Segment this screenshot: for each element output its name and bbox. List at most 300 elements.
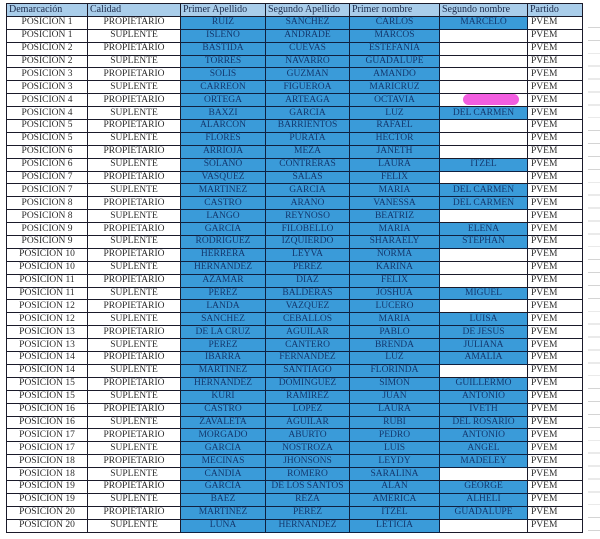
cell-primer-nombre: LUZ	[350, 107, 440, 120]
cell-demarcacion: POSICION 20	[7, 506, 88, 519]
cell-segundo-apellido: FERNANDEZ	[266, 352, 350, 365]
cell-primer-apellido: IBARRA	[181, 352, 266, 365]
header-primer-apellido: Primer Apellido	[181, 4, 266, 17]
cell-primer-apellido: ORTEGA	[181, 94, 266, 107]
cell-segundo-nombre	[440, 468, 528, 481]
table-row	[7, 145, 583, 158]
cell-primer-nombre: NORMA	[350, 248, 440, 261]
cell-calidad: PROPIETARIO	[88, 274, 181, 287]
cell-primer-nombre: SIMON	[350, 377, 440, 390]
cell-segundo-apellido: DOMINGUEZ	[266, 377, 350, 390]
header-row	[7, 4, 583, 17]
cell-demarcacion: POSICION 4	[7, 107, 88, 120]
cell-calidad: PROPIETARIO	[88, 248, 181, 261]
cell-segundo-nombre: MARCELO	[440, 16, 528, 29]
cell-partido: PVEM	[528, 16, 583, 29]
cell-calidad: PROPIETARIO	[88, 68, 181, 81]
cell-segundo-nombre: AMALIA	[440, 352, 528, 365]
table-row	[7, 68, 583, 81]
cell-demarcacion: POSICION 15	[7, 390, 88, 403]
cell-primer-apellido: CARREON	[181, 81, 266, 94]
cell-primer-apellido: CASTRO	[181, 403, 266, 416]
cell-primer-apellido: HERNANDEZ	[181, 261, 266, 274]
cell-partido: PVEM	[528, 55, 583, 68]
cell-demarcacion: POSICION 9	[7, 236, 88, 249]
cell-segundo-nombre: GEORGE	[440, 480, 528, 493]
cell-primer-nombre: JUAN	[350, 390, 440, 403]
table-row	[7, 42, 583, 55]
cell-primer-nombre: FELIX	[350, 274, 440, 287]
cell-primer-apellido: PEREZ	[181, 339, 266, 352]
cell-partido: PVEM	[528, 223, 583, 236]
cell-primer-nombre: RAFAEL	[350, 120, 440, 133]
cell-partido: PVEM	[528, 145, 583, 158]
cell-primer-nombre: BRENDA	[350, 339, 440, 352]
cell-segundo-nombre: ANTONIO	[440, 390, 528, 403]
cell-demarcacion: POSICION 7	[7, 184, 88, 197]
cell-partido: PVEM	[528, 506, 583, 519]
cell-calidad: SUPLENTE	[88, 236, 181, 249]
cell-calidad: SUPLENTE	[88, 493, 181, 506]
cell-partido: PVEM	[528, 300, 583, 313]
cell-primer-nombre: PABLO	[350, 326, 440, 339]
cell-partido: PVEM	[528, 81, 583, 94]
header-calidad: Calidad	[88, 4, 181, 17]
cell-calidad: SUPLENTE	[88, 55, 181, 68]
cell-segundo-apellido: CUEVAS	[266, 42, 350, 55]
cell-partido: PVEM	[528, 403, 583, 416]
cell-demarcacion: POSICION 8	[7, 197, 88, 210]
cell-segundo-apellido: CEBALLOS	[266, 313, 350, 326]
cell-segundo-apellido: GUZMAN	[266, 68, 350, 81]
cell-demarcacion: POSICION 16	[7, 416, 88, 429]
cell-segundo-nombre	[440, 145, 528, 158]
candidate-table-container	[6, 3, 583, 533]
table-row	[7, 184, 583, 197]
cell-segundo-apellido: PEREZ	[266, 261, 350, 274]
cell-demarcacion: POSICION 6	[7, 145, 88, 158]
cell-primer-nombre: MARCOS	[350, 29, 440, 42]
cell-segundo-apellido: IZQUIERDO	[266, 236, 350, 249]
cell-primer-apellido: MARTINEZ	[181, 364, 266, 377]
table-row	[7, 120, 583, 133]
table-row	[7, 171, 583, 184]
table-row	[7, 236, 583, 249]
cell-partido: PVEM	[528, 480, 583, 493]
cell-demarcacion: POSICION 11	[7, 287, 88, 300]
cell-partido: PVEM	[528, 261, 583, 274]
cell-primer-nombre: LETICIA	[350, 519, 440, 532]
cell-primer-nombre: AMANDO	[350, 68, 440, 81]
cell-segundo-nombre	[440, 519, 528, 532]
table-row	[7, 274, 583, 287]
cell-demarcacion: POSICION 19	[7, 480, 88, 493]
cell-partido: PVEM	[528, 94, 583, 107]
cell-demarcacion: POSICION 2	[7, 42, 88, 55]
cell-demarcacion: POSICION 8	[7, 210, 88, 223]
table-row	[7, 442, 583, 455]
table-row	[7, 55, 583, 68]
cell-primer-nombre: LUIS	[350, 442, 440, 455]
cell-primer-apellido: MECINAS	[181, 455, 266, 468]
cell-calidad: SUPLENTE	[88, 107, 181, 120]
cell-primer-apellido: MORGADO	[181, 429, 266, 442]
table-row	[7, 326, 583, 339]
cell-segundo-apellido: PURATA	[266, 132, 350, 145]
table-row	[7, 429, 583, 442]
cell-segundo-apellido: PEREZ	[266, 506, 350, 519]
cell-segundo-apellido: LEYVA	[266, 248, 350, 261]
cell-primer-apellido: LUNA	[181, 519, 266, 532]
cell-primer-nombre: MARIA	[350, 184, 440, 197]
header-segundo-nombre: Segundo nombre	[440, 4, 528, 17]
cell-partido: PVEM	[528, 236, 583, 249]
cell-partido: PVEM	[528, 171, 583, 184]
cell-segundo-nombre: GUADALUPE	[440, 506, 528, 519]
cell-calidad: SUPLENTE	[88, 29, 181, 42]
cell-segundo-nombre	[440, 210, 528, 223]
cell-partido: PVEM	[528, 442, 583, 455]
cell-primer-nombre: PEDRO	[350, 429, 440, 442]
cell-segundo-nombre: DEL CARMEN	[440, 197, 528, 210]
cell-demarcacion: POSICION 10	[7, 261, 88, 274]
cell-segundo-nombre	[440, 68, 528, 81]
cell-calidad: SUPLENTE	[88, 416, 181, 429]
cell-primer-apellido: BASTIDA	[181, 42, 266, 55]
cell-primer-apellido: BAEZ	[181, 493, 266, 506]
cell-primer-nombre: HECTOR	[350, 132, 440, 145]
cell-partido: PVEM	[528, 274, 583, 287]
cell-segundo-apellido: MEZA	[266, 145, 350, 158]
cell-demarcacion: POSICION 3	[7, 81, 88, 94]
cell-primer-nombre: OCTAVIA	[350, 94, 440, 107]
cell-segundo-nombre	[440, 300, 528, 313]
cell-primer-apellido: LANGO	[181, 210, 266, 223]
table-row	[7, 81, 583, 94]
cell-segundo-apellido: GARCIA	[266, 184, 350, 197]
cell-primer-apellido: SOLIS	[181, 68, 266, 81]
cell-primer-nombre: KARINA	[350, 261, 440, 274]
cell-partido: PVEM	[528, 42, 583, 55]
cell-calidad: PROPIETARIO	[88, 300, 181, 313]
cell-segundo-nombre: LUISA	[440, 313, 528, 326]
cell-demarcacion: POSICION 13	[7, 339, 88, 352]
cell-demarcacion: POSICION 4	[7, 94, 88, 107]
table-row	[7, 480, 583, 493]
cell-calidad: PROPIETARIO	[88, 197, 181, 210]
cell-segundo-apellido: CANTERO	[266, 339, 350, 352]
cell-primer-apellido: GARCIA	[181, 442, 266, 455]
table-row	[7, 223, 583, 236]
cell-primer-apellido: CANDIA	[181, 468, 266, 481]
cell-partido: PVEM	[528, 210, 583, 223]
cell-segundo-apellido: BARRIENTOS	[266, 120, 350, 133]
table-row	[7, 29, 583, 42]
cell-demarcacion: POSICION 1	[7, 16, 88, 29]
cell-primer-nombre: CARLOS	[350, 16, 440, 29]
cell-demarcacion: POSICION 16	[7, 403, 88, 416]
cell-calidad: SUPLENTE	[88, 210, 181, 223]
cell-segundo-apellido: AGUILAR	[266, 416, 350, 429]
cell-calidad: PROPIETARIO	[88, 16, 181, 29]
cell-partido: PVEM	[528, 158, 583, 171]
cell-segundo-nombre	[440, 120, 528, 133]
cell-demarcacion: POSICION 17	[7, 442, 88, 455]
cell-primer-apellido: SOLANO	[181, 158, 266, 171]
table-row	[7, 107, 583, 120]
cell-partido: PVEM	[528, 132, 583, 145]
cell-partido: PVEM	[528, 493, 583, 506]
cell-primer-nombre: LEYDY	[350, 455, 440, 468]
cell-demarcacion: POSICION 9	[7, 223, 88, 236]
cell-primer-nombre: VANESSA	[350, 197, 440, 210]
cell-demarcacion: POSICION 3	[7, 68, 88, 81]
cell-demarcacion: POSICION 15	[7, 377, 88, 390]
cell-segundo-apellido: BALDERAS	[266, 287, 350, 300]
cell-segundo-nombre	[440, 171, 528, 184]
cell-calidad: PROPIETARIO	[88, 403, 181, 416]
cell-partido: PVEM	[528, 68, 583, 81]
cell-segundo-apellido: ARANO	[266, 197, 350, 210]
cell-calidad: SUPLENTE	[88, 261, 181, 274]
cell-demarcacion: POSICION 10	[7, 248, 88, 261]
cell-primer-apellido: RUIZ	[181, 16, 266, 29]
cell-segundo-nombre: ANGEL	[440, 442, 528, 455]
cell-demarcacion: POSICION 5	[7, 132, 88, 145]
cell-segundo-nombre: MIGUEL	[440, 287, 528, 300]
cell-primer-nombre: ITZEL	[350, 506, 440, 519]
cell-calidad: SUPLENTE	[88, 132, 181, 145]
table-row	[7, 197, 583, 210]
cell-partido: PVEM	[528, 120, 583, 133]
cell-primer-nombre: RUBI	[350, 416, 440, 429]
cell-calidad: SUPLENTE	[88, 468, 181, 481]
cell-segundo-apellido: ABURTO	[266, 429, 350, 442]
cell-primer-nombre: BEATRIZ	[350, 210, 440, 223]
cell-segundo-apellido: NOSTROZA	[266, 442, 350, 455]
cell-segundo-nombre	[440, 248, 528, 261]
cell-demarcacion: POSICION 11	[7, 274, 88, 287]
cell-segundo-nombre: ELENA	[440, 223, 528, 236]
cell-demarcacion: POSICION 17	[7, 429, 88, 442]
cell-calidad: SUPLENTE	[88, 184, 181, 197]
cell-partido: PVEM	[528, 197, 583, 210]
cell-calidad: SUPLENTE	[88, 158, 181, 171]
table-row	[7, 416, 583, 429]
cell-partido: PVEM	[528, 287, 583, 300]
table-row	[7, 506, 583, 519]
cell-demarcacion: POSICION 12	[7, 300, 88, 313]
cell-primer-nombre: LAURA	[350, 403, 440, 416]
cell-segundo-nombre	[440, 364, 528, 377]
cell-partido: PVEM	[528, 184, 583, 197]
cell-calidad: PROPIETARIO	[88, 326, 181, 339]
table-row	[7, 493, 583, 506]
table-row	[7, 403, 583, 416]
cell-segundo-apellido: FIGUEROA	[266, 81, 350, 94]
cell-segundo-apellido: SANCHEZ	[266, 16, 350, 29]
cell-primer-nombre: ESTEFANIA	[350, 42, 440, 55]
cell-primer-apellido: VASQUEZ	[181, 171, 266, 184]
cell-demarcacion: POSICION 7	[7, 171, 88, 184]
table-row	[7, 287, 583, 300]
cell-primer-apellido: AZAMAR	[181, 274, 266, 287]
cell-segundo-apellido: SALAS	[266, 171, 350, 184]
cell-segundo-apellido: HERNANDEZ	[266, 519, 350, 532]
cell-segundo-nombre	[440, 29, 528, 42]
cell-segundo-nombre: ALHELI	[440, 493, 528, 506]
cell-segundo-apellido: REYNOSO	[266, 210, 350, 223]
cell-calidad: PROPIETARIO	[88, 429, 181, 442]
cell-segundo-nombre: DEL CARMEN	[440, 107, 528, 120]
cell-segundo-apellido: ROMERO	[266, 468, 350, 481]
header-segundo-apellido: Segundo Apellido	[266, 4, 350, 17]
cell-calidad: SUPLENTE	[88, 519, 181, 532]
cell-partido: PVEM	[528, 519, 583, 532]
cell-primer-nombre: FLORINDA	[350, 364, 440, 377]
cell-demarcacion: POSICION 14	[7, 352, 88, 365]
cell-calidad: PROPIETARIO	[88, 145, 181, 158]
cell-demarcacion: POSICION 18	[7, 468, 88, 481]
cell-primer-apellido: DE LA CRUZ	[181, 326, 266, 339]
cell-segundo-nombre: IVETH	[440, 403, 528, 416]
header-demarcacion: Demarcación	[7, 4, 88, 17]
cell-demarcacion: POSICION 6	[7, 158, 88, 171]
cell-primer-nombre: SHARAELY	[350, 236, 440, 249]
table-row	[7, 261, 583, 274]
cell-demarcacion: POSICION 2	[7, 55, 88, 68]
cell-calidad: PROPIETARIO	[88, 377, 181, 390]
cell-segundo-apellido: RAMIREZ	[266, 390, 350, 403]
table-row	[7, 352, 583, 365]
cell-calidad: PROPIETARIO	[88, 42, 181, 55]
cell-segundo-apellido: DE LOS SANTOS	[266, 480, 350, 493]
cell-calidad: SUPLENTE	[88, 287, 181, 300]
cell-primer-apellido: TORRES	[181, 55, 266, 68]
cell-partido: PVEM	[528, 313, 583, 326]
cell-primer-nombre: SARALINA	[350, 468, 440, 481]
table-row	[7, 339, 583, 352]
table-row	[7, 248, 583, 261]
table-row	[7, 210, 583, 223]
cell-segundo-apellido: REZA	[266, 493, 350, 506]
cell-calidad: SUPLENTE	[88, 442, 181, 455]
cell-partido: PVEM	[528, 468, 583, 481]
table-row	[7, 158, 583, 171]
table-row	[7, 364, 583, 377]
cell-primer-nombre: MARICRUZ	[350, 81, 440, 94]
cell-primer-nombre: JANETH	[350, 145, 440, 158]
cell-calidad: PROPIETARIO	[88, 352, 181, 365]
cell-segundo-nombre: ANTONIO	[440, 429, 528, 442]
cell-segundo-apellido: AGUILAR	[266, 326, 350, 339]
cell-segundo-nombre	[440, 55, 528, 68]
cell-calidad: PROPIETARIO	[88, 455, 181, 468]
cell-segundo-nombre	[440, 42, 528, 55]
cell-segundo-apellido: VAZQUEZ	[266, 300, 350, 313]
cell-primer-apellido: HERNANDEZ	[181, 377, 266, 390]
cell-primer-apellido: HERRERA	[181, 248, 266, 261]
cell-partido: PVEM	[528, 429, 583, 442]
cell-primer-apellido: CASTRO	[181, 197, 266, 210]
candidate-table	[6, 3, 583, 533]
cell-partido: PVEM	[528, 248, 583, 261]
cell-primer-apellido: MARTINEZ	[181, 506, 266, 519]
cell-calidad: PROPIETARIO	[88, 223, 181, 236]
cell-primer-nombre: GUADALUPE	[350, 55, 440, 68]
cell-partido: PVEM	[528, 29, 583, 42]
header-partido: Partido	[528, 4, 583, 17]
cell-segundo-nombre: STEPHAN	[440, 236, 528, 249]
cell-partido: PVEM	[528, 455, 583, 468]
cell-demarcacion: POSICION 5	[7, 120, 88, 133]
cell-primer-apellido: ZAVALETA	[181, 416, 266, 429]
cell-segundo-nombre: DE JESUS	[440, 326, 528, 339]
cell-segundo-nombre: DEL ROSARIO	[440, 416, 528, 429]
cell-segundo-apellido: LOPEZ	[266, 403, 350, 416]
table-row	[7, 377, 583, 390]
cell-primer-nombre: LAURA	[350, 158, 440, 171]
cell-calidad: PROPIETARIO	[88, 94, 181, 107]
cell-calidad: SUPLENTE	[88, 390, 181, 403]
cell-segundo-apellido: GARCIA	[266, 107, 350, 120]
table-row	[7, 519, 583, 532]
cell-primer-nombre: LUZ	[350, 352, 440, 365]
cell-segundo-nombre	[440, 132, 528, 145]
cell-calidad: SUPLENTE	[88, 364, 181, 377]
cell-primer-nombre: JOSHUA	[350, 287, 440, 300]
cell-demarcacion: POSICION 20	[7, 519, 88, 532]
cell-primer-apellido: SANCHEZ	[181, 313, 266, 326]
cell-calidad: PROPIETARIO	[88, 120, 181, 133]
cell-calidad: PROPIETARIO	[88, 171, 181, 184]
table-row	[7, 300, 583, 313]
cell-partido: PVEM	[528, 364, 583, 377]
cell-primer-apellido: ALARCON	[181, 120, 266, 133]
cell-segundo-nombre: MADELEY	[440, 455, 528, 468]
cell-primer-nombre: MARIA	[350, 313, 440, 326]
spreadsheet-gridlines	[588, 15, 600, 535]
cell-segundo-nombre: GUILLERMO	[440, 377, 528, 390]
cell-primer-nombre: AMERICA	[350, 493, 440, 506]
cell-primer-nombre: ALAN	[350, 480, 440, 493]
cell-primer-apellido: BAXZI	[181, 107, 266, 120]
cell-segundo-nombre: JULIANA	[440, 339, 528, 352]
cell-segundo-nombre: DEL CARMEN	[440, 184, 528, 197]
cell-calidad: SUPLENTE	[88, 339, 181, 352]
cell-segundo-nombre: ITZEL	[440, 158, 528, 171]
cell-partido: PVEM	[528, 377, 583, 390]
cell-segundo-nombre	[440, 261, 528, 274]
cell-calidad: PROPIETARIO	[88, 506, 181, 519]
cell-primer-apellido: RODRIGUEZ	[181, 236, 266, 249]
cell-partido: PVEM	[528, 416, 583, 429]
cell-primer-nombre: FELIX	[350, 171, 440, 184]
cell-demarcacion: POSICION 13	[7, 326, 88, 339]
cell-segundo-apellido: DIAZ	[266, 274, 350, 287]
cell-partido: PVEM	[528, 339, 583, 352]
cell-segundo-apellido: ANDRADE	[266, 29, 350, 42]
cell-segundo-apellido: NAVARRO	[266, 55, 350, 68]
cell-primer-apellido: GARCIA	[181, 480, 266, 493]
cell-partido: PVEM	[528, 390, 583, 403]
cell-segundo-nombre	[440, 274, 528, 287]
cell-demarcacion: POSICION 1	[7, 29, 88, 42]
cell-partido: PVEM	[528, 107, 583, 120]
cell-segundo-apellido: SANTIAGO	[266, 364, 350, 377]
cell-primer-nombre: MARIA	[350, 223, 440, 236]
header-primer-nombre: Primer nombre	[350, 4, 440, 17]
